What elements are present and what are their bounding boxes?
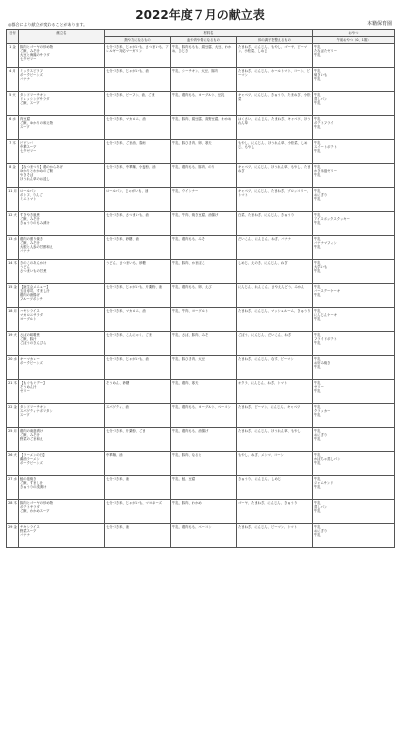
body-foods-cell: 牛乳、さば、豚肉、みそ — [171, 332, 237, 356]
body-foods-cell: 牛乳、豚肉、わかめ — [171, 500, 237, 524]
body-foods-cell: 牛乳、鶏肉もも、豚肉、のり — [171, 164, 237, 188]
header-menu: 献立名 — [19, 30, 105, 44]
tone-foods-cell: たまねぎ、にんじん、ピーマン、トマト — [237, 524, 313, 548]
body-foods-cell: 牛乳、豚肉ももも、絹豆腐、大豆、わかめ、ひじき — [171, 44, 237, 68]
day-cell: 21 木 — [7, 380, 19, 404]
energy-foods-cell: 七分づき米、中華麺、小麦粉、油 — [105, 164, 171, 188]
energy-foods-cell: 七分づき米、こんにゃく、ごま — [105, 332, 171, 356]
energy-foods-cell: ロールパン、じゃがいも、油 — [105, 188, 171, 212]
snack-cell: 牛乳 かき氷風ゼリー 牛乳 — [313, 164, 395, 188]
snack-cell: 牛乳 おにぎり 牛乳 — [313, 188, 395, 212]
tone-foods-cell: きゅうり、にんじん、しめじ — [237, 476, 313, 500]
menu-cell: 【ラーメンの日】 醤油ラーメン ポークビーンズ — [19, 452, 105, 476]
menu-cell: 鶏肉の南蛮漬け ご飯、みそ汁 野菜のごま和え — [19, 428, 105, 452]
menu-cell: 豚肉とゴーヤの炒め物 ポテトサラダ ご飯、わかめスープ — [19, 500, 105, 524]
table-row — [7, 356, 395, 380]
table-row — [7, 284, 395, 308]
menu-cell: きのこのあんかけ うどん さつまいもの甘煮 — [19, 260, 105, 284]
header-energy: 熱や力になるもの — [105, 37, 171, 44]
tone-foods-cell: はくさい、にんじん、たまねぎ、キャベツ、ほうれん草 — [237, 116, 313, 140]
energy-foods-cell: 七分づき米、じゃがいも、マヨネーズ — [105, 500, 171, 524]
snack-cell: 牛乳 アイスボックスクッキー 牛乳 — [313, 212, 395, 236]
tone-foods-cell: キャベツ、にんじん、きゅうり、たまねぎ、小松菜 — [237, 92, 313, 116]
day-cell: 25 月 — [7, 428, 19, 452]
energy-foods-cell: 七分づき米、じゃがいも、さつまいも、アレルギー対応マーガリン — [105, 44, 171, 68]
header-snack-age: 午前おやつ（0、1歳） — [313, 37, 395, 44]
table-row — [7, 164, 395, 188]
tone-foods-cell: たまねぎ、ピーマン、にんじん、キャベツ — [237, 404, 313, 428]
snack-cell: 牛乳 かぼちゃ蒸しパン 牛乳 — [313, 452, 395, 476]
energy-foods-cell: 七分づき米、砂糖、油 — [105, 236, 171, 260]
table-row — [7, 524, 395, 548]
energy-foods-cell: スパゲティ、油 — [105, 404, 171, 428]
tone-foods-cell: しめじ、えのき、にんじん、ねぎ — [237, 260, 313, 284]
body-foods-cell: 牛乳、鶏肉もも、ベーコン — [171, 524, 237, 548]
tone-foods-cell: キャベツ、にんじん、ほうれん草、もやし、たまねぎ — [237, 164, 313, 188]
energy-foods-cell: 七分づき米、マカロニ、油 — [105, 308, 171, 332]
tone-foods-cell: たまねぎ、にんじん、なす、ピーマン — [237, 356, 313, 380]
menu-cell: タンドリーチキン ドレッシングサラダ ご飯、スープ — [19, 92, 105, 116]
day-cell: 18 月 — [7, 308, 19, 332]
energy-foods-cell: 七分づき米、油 — [105, 524, 171, 548]
tone-foods-cell: にんじん、れんこん、さやえんどう、みかん — [237, 284, 313, 308]
table-row — [7, 332, 395, 356]
header-tone: 体の調子を整えるもの — [237, 37, 313, 44]
tone-foods-cell: たまねぎ、にんじん、もやし、ゴーヤ、ピーマン、小松菜、しめじ — [237, 44, 313, 68]
tone-foods-cell: たまねぎ、にんじん、マッシュルーム、きゅうり — [237, 308, 313, 332]
energy-foods-cell: 七分づき米、片栗粉、ごま — [105, 428, 171, 452]
body-foods-cell: 牛乳、牛肉、焼き豆腐、油揚げ — [171, 212, 237, 236]
table-row — [7, 452, 395, 476]
tone-foods-cell: ごぼう、にんじん、だいこん、ねぎ — [237, 332, 313, 356]
table-row — [7, 44, 395, 68]
day-cell: 12 火 — [7, 212, 19, 236]
page-title: 2022年度７月の献立表 — [135, 8, 265, 22]
menu-cell: ロールパン ポトフ、りんご ミニトマト — [19, 188, 105, 212]
energy-foods-cell: そうめん、砂糖 — [105, 380, 171, 404]
energy-foods-cell: 七分づき米、油 — [105, 476, 171, 500]
snack-cell: 牛乳 フライドポテト 牛乳 — [313, 332, 395, 356]
menu-cell: 鮭の塩焼き ご飯、すまし汁 きゅうりの浅漬け — [19, 476, 105, 500]
body-foods-cell: 牛乳、鶏肉もも、油揚げ — [171, 428, 237, 452]
day-cell: 27 水 — [7, 476, 19, 500]
menu-cell: 豚肉とゴーヤの炒め物 ご飯、みそ汁 大豆と海藻のサラダ 七夕ゼリー — [19, 44, 105, 68]
day-cell: 11 月 — [7, 188, 19, 212]
body-foods-cell: 牛乳、シーチキン、大豆、豚肉 — [171, 68, 237, 92]
day-cell: 15 金 — [7, 284, 19, 308]
snack-cell: 牛乳 たなばたゼリー 牛乳 — [313, 44, 395, 68]
day-cell: 20 水 — [7, 356, 19, 380]
header-body: 血や肉や骨になるもの — [171, 37, 237, 44]
energy-foods-cell: 中華麺、油 — [105, 452, 171, 476]
table-row — [7, 116, 395, 140]
menu-cell: キーマカレー ポークビーンズ — [19, 356, 105, 380]
body-foods-cell: 牛乳、豚肉、かまぼこ — [171, 260, 237, 284]
energy-foods-cell: 七分づき米、ビーフン、油、ごま — [105, 92, 171, 116]
table-row — [7, 404, 395, 428]
day-cell: 13 水 — [7, 236, 19, 260]
tone-foods-cell: もやし、ねぎ、メンマ、コーン — [237, 452, 313, 476]
menu-cell: 【もぐもぐデー】 そうめん汁 ゼリー — [19, 380, 105, 404]
energy-foods-cell: 七分づき米、じゃがいも、油 — [105, 68, 171, 92]
body-foods-cell: 牛乳、豚肉、なると — [171, 452, 237, 476]
snack-cell: 牛乳 焼きいも 牛乳 — [313, 68, 395, 92]
menu-cell: 肉豆腐 ご飯、ゆかりの和え物 スープ — [19, 116, 105, 140]
table-row — [7, 428, 395, 452]
menu-cell: ミックスピラフ ポークビーンズ バナナ — [19, 68, 105, 92]
energy-foods-cell: 七分づき米、ごま油、春雨 — [105, 140, 171, 164]
snack-cell: 牛乳 蒸しパン 牛乳 — [313, 92, 395, 116]
table-row — [7, 476, 395, 500]
snack-cell: 牛乳 クラッカー 牛乳 — [313, 404, 395, 428]
tone-foods-cell: もやし、にんじん、ほうれん草、小松菜、しめじ、もやし — [237, 140, 313, 164]
table-row — [7, 92, 395, 116]
tone-foods-cell: 白菜、たまねぎ、にんじん、きゅうり — [237, 212, 313, 236]
energy-foods-cell: 七分づき米、じゃがいも、油 — [105, 356, 171, 380]
tone-foods-cell: たまねぎ、にんじん、ホールトマト、コーン、ピーマン — [237, 68, 313, 92]
menu-cell: ビビンバ 中華スープ 七夕ゼリー — [19, 140, 105, 164]
tone-foods-cell: ゴーヤ、たまねぎ、にんじん、きゅうり — [237, 500, 313, 524]
header-materials: 材料名 — [105, 30, 313, 37]
snack-cell: 牛乳 おにぎり 牛乳 — [313, 524, 395, 548]
body-foods-cell: 牛乳、鶏肉、寒天 — [171, 380, 237, 404]
snack-cell: 牛乳 おにぎり 牛乳 — [313, 428, 395, 452]
menu-cell: 鶏肉の照り焼き ご飯、みそ汁 大根と人参の甘酢和え バナナ — [19, 236, 105, 260]
body-foods-cell: 牛乳、鶏肉もも、卵、えび — [171, 284, 237, 308]
day-cell: 22 金 — [7, 404, 19, 428]
page-subtitle: ◎都合により献立が変わることがあります。 — [8, 22, 88, 27]
snack-cell: 牛乳 大学いも 牛乳 — [313, 260, 395, 284]
body-foods-cell: 牛乳、鶏肉もも、みそ — [171, 236, 237, 260]
table-row — [7, 212, 395, 236]
table-row — [7, 236, 395, 260]
snack-cell: 牛乳 お好み焼き 牛乳 — [313, 356, 395, 380]
snack-cell: 牛乳 スイートポテト 牛乳 — [313, 140, 395, 164]
table-row — [7, 140, 395, 164]
body-foods-cell: 牛乳、鶏肉もも、ヨーグルト、ベーコン — [171, 404, 237, 428]
body-foods-cell: 牛乳、豚ひき肉、卵、寒天 — [171, 140, 237, 164]
day-cell: 19 火 — [7, 332, 19, 356]
header-date: 日付 — [7, 30, 19, 44]
menu-cell: 【誕生会メニュー】 五目寿司、すまし汁 鶏肉の唐揚げ フルーツポンチ — [19, 284, 105, 308]
menu-cell: すきやき風煮 ご飯、みそ汁 きゅうりのもみ漬け — [19, 212, 105, 236]
tone-foods-cell: たまねぎ、にんじん、ほうれん草、もやし — [237, 428, 313, 452]
header-snack: おやつ — [313, 30, 395, 37]
energy-foods-cell: 七分づき米、さつまいも、油 — [105, 212, 171, 236]
body-foods-cell: 牛乳、ウインナー — [171, 188, 237, 212]
organization-label: 本籍保育園 — [366, 21, 392, 27]
snack-cell: 牛乳 バースデーケーキ 牛乳 — [313, 284, 395, 308]
day-cell: 5 火 — [7, 92, 19, 116]
energy-foods-cell: 七分づき米、マカロニ、油 — [105, 116, 171, 140]
day-cell: 8 金 — [7, 164, 19, 188]
snack-cell: 牛乳 ゼリー 牛乳 — [313, 380, 395, 404]
menu-cell: タンドリーチキン スパゲティナポリタン スープ — [19, 404, 105, 428]
menu-cell: チキンライス 野菜スープ バナナ — [19, 524, 105, 548]
day-cell: 7 木 — [7, 140, 19, 164]
tone-foods-cell: キャベツ、にんじん、たまねぎ、ブロッコリー、トマト — [237, 188, 313, 212]
day-cell: 6 水 — [7, 116, 19, 140]
day-cell: 14 木 — [7, 260, 19, 284]
snack-cell: 牛乳 バナナマフィン 牛乳 — [313, 236, 395, 260]
energy-foods-cell: うどん、さつまいも、砂糖 — [105, 260, 171, 284]
table-row — [7, 380, 395, 404]
menu-cell: さばの味噌煮 ご飯、豚汁 ごぼうのきんぴら — [19, 332, 105, 356]
menu-table-body — [7, 44, 395, 548]
day-cell: 29 金 — [7, 524, 19, 548]
table-row — [7, 188, 395, 212]
tone-foods-cell: オクラ、にんじん、ねぎ、トマト — [237, 380, 313, 404]
energy-foods-cell: 七分づき米、じゃがいも、片栗粉、油 — [105, 284, 171, 308]
menu-cell: ハヤシライス マカロニサラダ ヨーグルト — [19, 308, 105, 332]
menu-cell: 【なつまつり】鶏のからあげ ゆかりとわかめのご飯 やきそば ほうれん草のお浸し — [19, 164, 105, 188]
table-row — [7, 68, 395, 92]
menu-table — [6, 29, 395, 548]
snack-cell: 牛乳 蒸しパン 牛乳 — [313, 500, 395, 524]
table-row — [7, 500, 395, 524]
snack-cell: 牛乳 にんじんケーキ 牛乳 — [313, 308, 395, 332]
body-foods-cell: 牛乳、豚肉、絹豆腐、高野豆腐、わかめ — [171, 116, 237, 140]
body-foods-cell: 牛乳、豚ひき肉、大豆 — [171, 356, 237, 380]
table-row — [7, 308, 395, 332]
day-cell: 28 木 — [7, 500, 19, 524]
body-foods-cell: 牛乳、鶏肉もも、ヨーグルト、豆乳 — [171, 92, 237, 116]
day-cell: 1 金 — [7, 44, 19, 68]
day-cell: 26 火 — [7, 452, 19, 476]
tone-foods-cell: だいこん、にんじん、ねぎ、バナナ — [237, 236, 313, 260]
body-foods-cell: 牛乳、鮭、豆腐 — [171, 476, 237, 500]
snack-cell: 牛乳 ポテトフライ 牛乳 — [313, 116, 395, 140]
body-foods-cell: 牛乳、牛肉、ヨーグルト — [171, 308, 237, 332]
table-row — [7, 260, 395, 284]
snack-cell: 牛乳 ジャムサンド 牛乳 — [313, 476, 395, 500]
day-cell: 4 月 — [7, 68, 19, 92]
